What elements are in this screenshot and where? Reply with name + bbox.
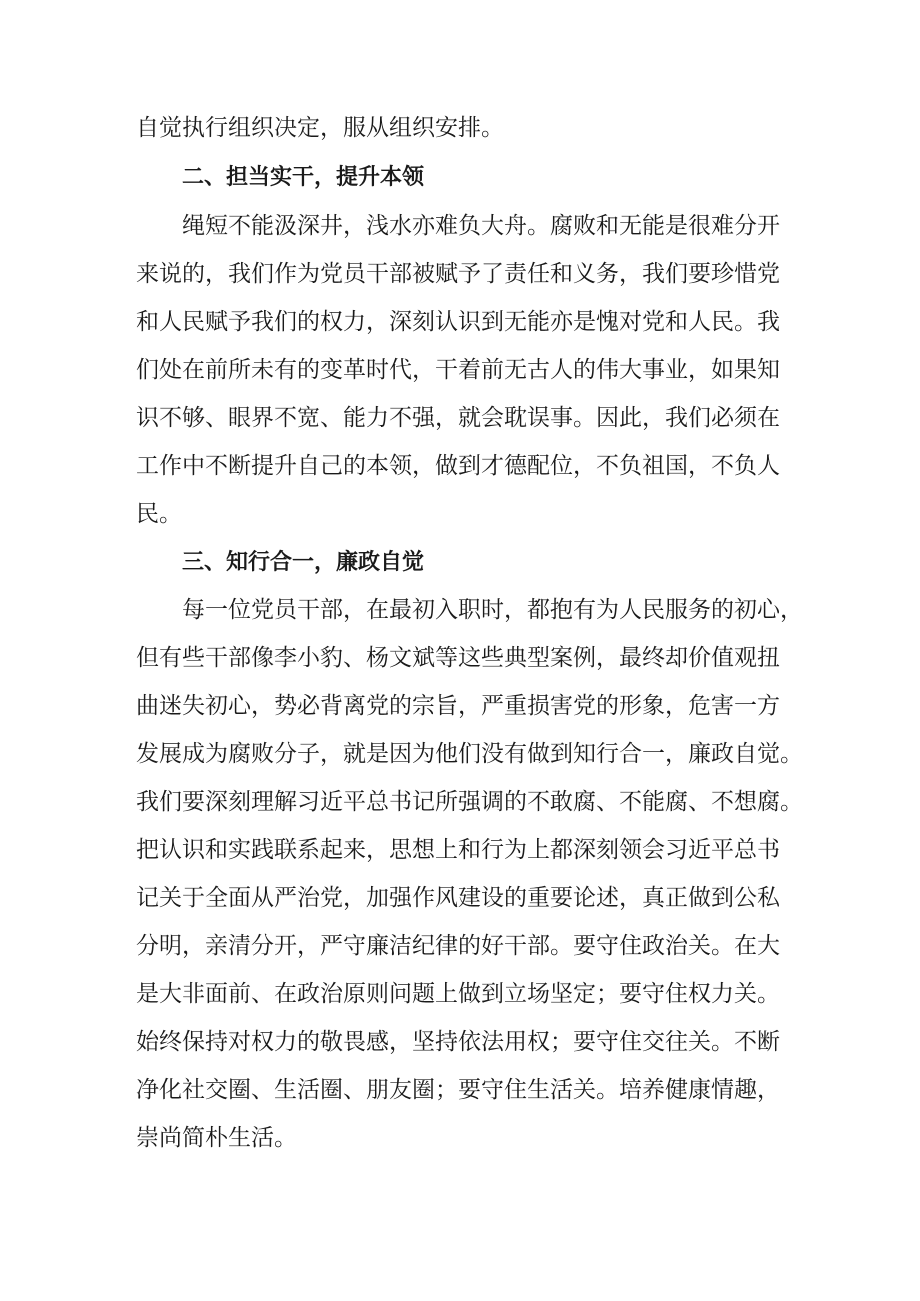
section-3-line: 我们要深刻理解习近平总书记所强调的不敢腐、不能腐、不想腐。 [136,789,803,815]
section-3-line: 是大非面前、在政治原则问题上做到立场坚定；要守住权力关。 [136,981,780,1007]
section-3-line: 每一位党员干部，在最初入职时，都抱有为人民服务的初心， [182,597,803,623]
section-2-heading: 二、担当实干，提升本领 [182,165,425,190]
section-2-line: 民。 [136,501,182,527]
section-2-line: 工作中不断提升自己的本领，做到才德配位，不负祖国，不负人 [136,453,780,479]
section-2-line: 和人民赋予我们的权力，深刻认识到无能亦是愧对党和人民。我 [136,309,780,335]
section-3-line: 记关于全面从严治党，加强作风建设的重要论述，真正做到公私 [136,885,780,911]
section-3-line: 分明，亲清分开，严守廉洁纪律的好干部。要守住政治关。在大 [136,933,780,959]
section-3-line: 始终保持对权力的敬畏感，坚持依法用权；要守住交往关。不断 [136,1029,780,1055]
section-2-line: 识不够、眼界不宽、能力不强，就会耽误事。因此，我们必须在 [136,405,780,431]
section-3-line: 曲迷失初心，势必背离党的宗旨，严重损害党的形象，危害一方 [136,693,780,719]
section-3-line: 发展成为腐败分子，就是因为他们没有做到知行合一，廉政自觉。 [136,741,803,767]
section-2-line: 来说的，我们作为党员干部被赋予了责任和义务，我们要珍惜党 [136,261,780,287]
section-3-line: 但有些干部像李小豹、杨文斌等这些典型案例，最终却价值观扭 [136,645,780,671]
section-2-line: 绳短不能汲深井，浅水亦难负大舟。腐败和无能是很难分开 [182,213,780,239]
intro-line: 自觉执行组织决定，服从组织安排。 [136,115,504,141]
section-2-line: 们处在前所未有的变革时代，干着前无古人的伟大事业，如果知 [136,357,780,383]
section-3-line: 把认识和实践联系起来，思想上和行为上都深刻领会习近平总书 [136,837,780,863]
section-3-heading: 三、知行合一，廉政自觉 [182,550,425,575]
section-3-line: 净化社交圈、生活圈、朋友圈；要守住生活关。培养健康情趣， [136,1077,780,1103]
section-3-line: 崇尚简朴生活。 [136,1125,297,1151]
